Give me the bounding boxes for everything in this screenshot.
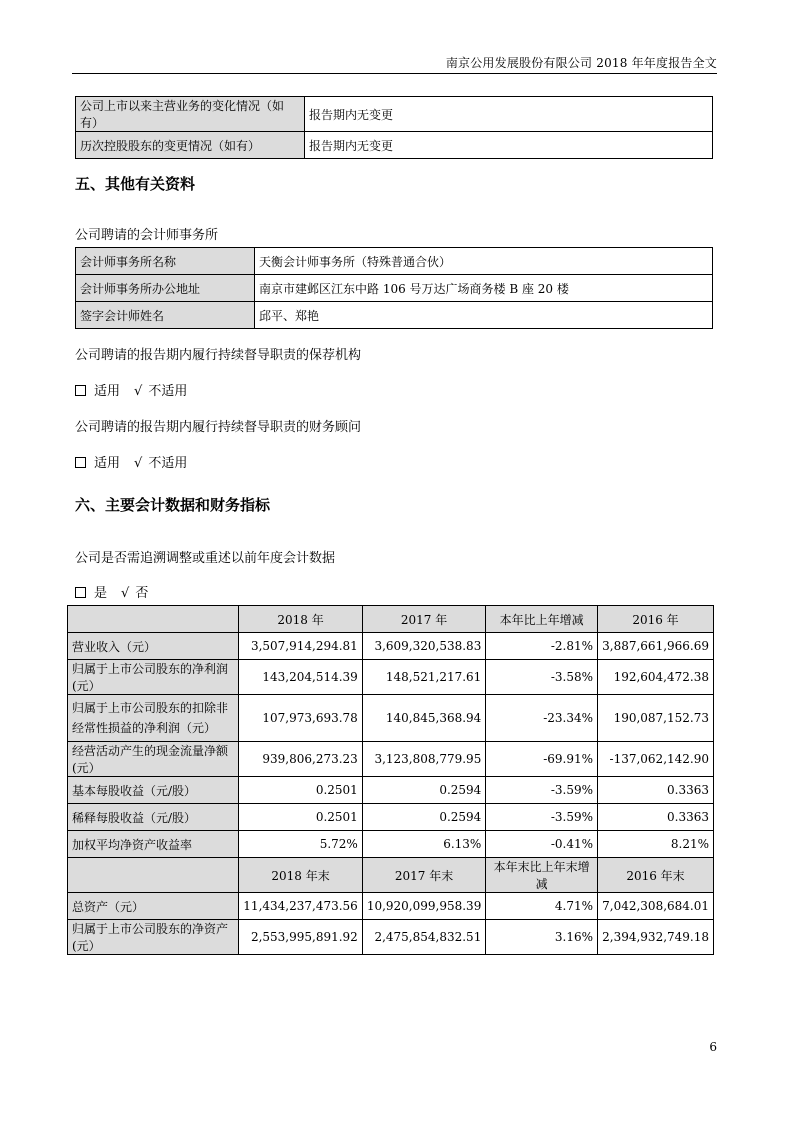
check-mark-icon: √ (134, 456, 143, 471)
table-cell: -3.59% (486, 777, 598, 804)
table-cell: 2,553,995,891.92 (239, 920, 363, 955)
section-6-heading: 六、主要会计数据和财务指标 (75, 496, 271, 514)
table-cell: 3.16% (486, 920, 598, 955)
row-label: 总资产（元） (68, 893, 239, 920)
table-cell: -69.91% (486, 742, 598, 777)
table-cell: 0.2501 (239, 804, 363, 831)
table-label-cell: 历次控股股东的变更情况（如有） (76, 132, 305, 159)
table-row (68, 660, 714, 695)
table-cell: 0.3363 (598, 777, 714, 804)
table-row (68, 777, 714, 804)
row-label: 加权平均净资产收益率 (68, 831, 239, 858)
table-cell: -2.81% (486, 633, 598, 660)
option-yes: 是 (94, 586, 108, 601)
option-applicable: 适用 (94, 456, 121, 471)
table-cell: 140,845,368.94 (362, 695, 486, 742)
table-row (68, 695, 714, 742)
table-value-cell: 邱平、郑艳 (255, 302, 713, 329)
financial-indicators-table (67, 605, 714, 955)
section-5-heading: 五、其他有关资料 (75, 175, 196, 193)
table-header-row (68, 858, 714, 893)
header-divider (72, 73, 717, 74)
table-row (76, 97, 713, 132)
row-label: 经营活动产生的现金流量净额(元） (68, 742, 239, 777)
table-cell: 0.3363 (598, 804, 714, 831)
table-value-cell: 天衡会计师事务所（特殊普通合伙） (255, 248, 713, 275)
row-label: 营业收入（元） (68, 633, 239, 660)
table-cell: -137,062,142.90 (598, 742, 714, 777)
column-header: 2018 年 (239, 606, 363, 633)
check-mark-icon: √ (121, 586, 130, 601)
advisor-question: 公司聘请的报告期内履行持续督导职责的财务顾问 (75, 420, 362, 435)
table-cell: 10,920,099,958.39 (362, 893, 486, 920)
table-cell: 192,604,472.38 (598, 660, 714, 695)
column-header (68, 606, 239, 633)
column-header: 2017 年 (362, 606, 486, 633)
table-cell: 190,087,152.73 (598, 695, 714, 742)
table-cell: -3.59% (486, 804, 598, 831)
option-not-applicable: 不适用 (148, 456, 188, 471)
table-cell: 3,887,661,966.69 (598, 633, 714, 660)
column-header: 2018 年末 (239, 858, 363, 893)
table-cell: -23.34% (486, 695, 598, 742)
table-cell: 7,042,308,684.01 (598, 893, 714, 920)
table-cell: 107,973,693.78 (239, 695, 363, 742)
table-cell: 6.13% (362, 831, 486, 858)
table-header-row (68, 606, 714, 633)
column-header: 2017 年末 (362, 858, 486, 893)
sponsor-option-row (75, 380, 187, 399)
accountant-intro: 公司聘请的会计师事务所 (75, 228, 219, 243)
table-cell: -0.41% (486, 831, 598, 858)
table-cell: 0.2594 (362, 804, 486, 831)
company-info-table (75, 96, 713, 159)
table-cell: -3.58% (486, 660, 598, 695)
accountant-table (75, 247, 713, 329)
table-label-cell: 会计师事务所办公地址 (76, 275, 255, 302)
row-label: 稀释每股收益（元/股） (68, 804, 239, 831)
table-cell: 4.71% (486, 893, 598, 920)
table-cell: 3,123,808,779.95 (362, 742, 486, 777)
table-row (76, 302, 713, 329)
table-cell: 0.2594 (362, 777, 486, 804)
table-row (68, 831, 714, 858)
row-label: 归属于上市公司股东的净利润(元） (68, 660, 239, 695)
restate-option-row (75, 582, 148, 601)
table-cell: 0.2501 (239, 777, 363, 804)
table-value-cell: 南京市建邺区江东中路 106 号万达广场商务楼 B 座 20 楼 (255, 275, 713, 302)
table-cell: 11,434,237,473.56 (239, 893, 363, 920)
check-mark-icon: √ (134, 384, 143, 399)
checkbox-icon (75, 457, 86, 468)
option-no: 否 (135, 586, 149, 601)
option-applicable: 适用 (94, 384, 121, 399)
table-cell: 3,609,320,538.83 (362, 633, 486, 660)
column-header (68, 858, 239, 893)
table-cell: 939,806,273.23 (239, 742, 363, 777)
column-header: 本年末比上年末增减 (486, 858, 598, 893)
table-row (68, 893, 714, 920)
table-cell: 148,521,217.61 (362, 660, 486, 695)
table-label-cell: 公司上市以来主营业务的变化情况（如有） (76, 97, 305, 132)
sponsor-question: 公司聘请的报告期内履行持续督导职责的保荐机构 (75, 348, 362, 363)
page-number: 6 (709, 1040, 717, 1054)
advisor-option-row (75, 452, 187, 471)
table-label-cell: 签字会计师姓名 (76, 302, 255, 329)
table-row (76, 275, 713, 302)
checkbox-icon (75, 587, 86, 598)
column-header: 2016 年末 (598, 858, 714, 893)
table-row (68, 804, 714, 831)
table-cell: 143,204,514.39 (239, 660, 363, 695)
column-header: 本年比上年增减 (486, 606, 598, 633)
row-label: 基本每股收益（元/股） (68, 777, 239, 804)
table-row (68, 742, 714, 777)
row-label: 归属于上市公司股东的扣除非经常性损益的净利润（元） (68, 695, 239, 742)
table-cell: 3,507,914,294.81 (239, 633, 363, 660)
table-row (76, 248, 713, 275)
table-row (68, 633, 714, 660)
table-label-cell: 会计师事务所名称 (76, 248, 255, 275)
column-header: 2016 年 (598, 606, 714, 633)
table-row (76, 132, 713, 159)
table-cell: 2,475,854,832.51 (362, 920, 486, 955)
table-cell: 8.21% (598, 831, 714, 858)
table-row (68, 920, 714, 955)
table-cell: 5.72% (239, 831, 363, 858)
table-cell: 2,394,932,749.18 (598, 920, 714, 955)
row-label: 归属于上市公司股东的净资产(元） (68, 920, 239, 955)
restate-question: 公司是否需追溯调整或重述以前年度会计数据 (75, 551, 336, 566)
table-value-cell: 报告期内无变更 (305, 132, 713, 159)
checkbox-icon (75, 385, 86, 396)
option-not-applicable: 不适用 (148, 384, 188, 399)
report-header-title: 南京公用发展股份有限公司 2018 年年度报告全文 (445, 56, 717, 70)
table-value-cell: 报告期内无变更 (305, 97, 713, 132)
